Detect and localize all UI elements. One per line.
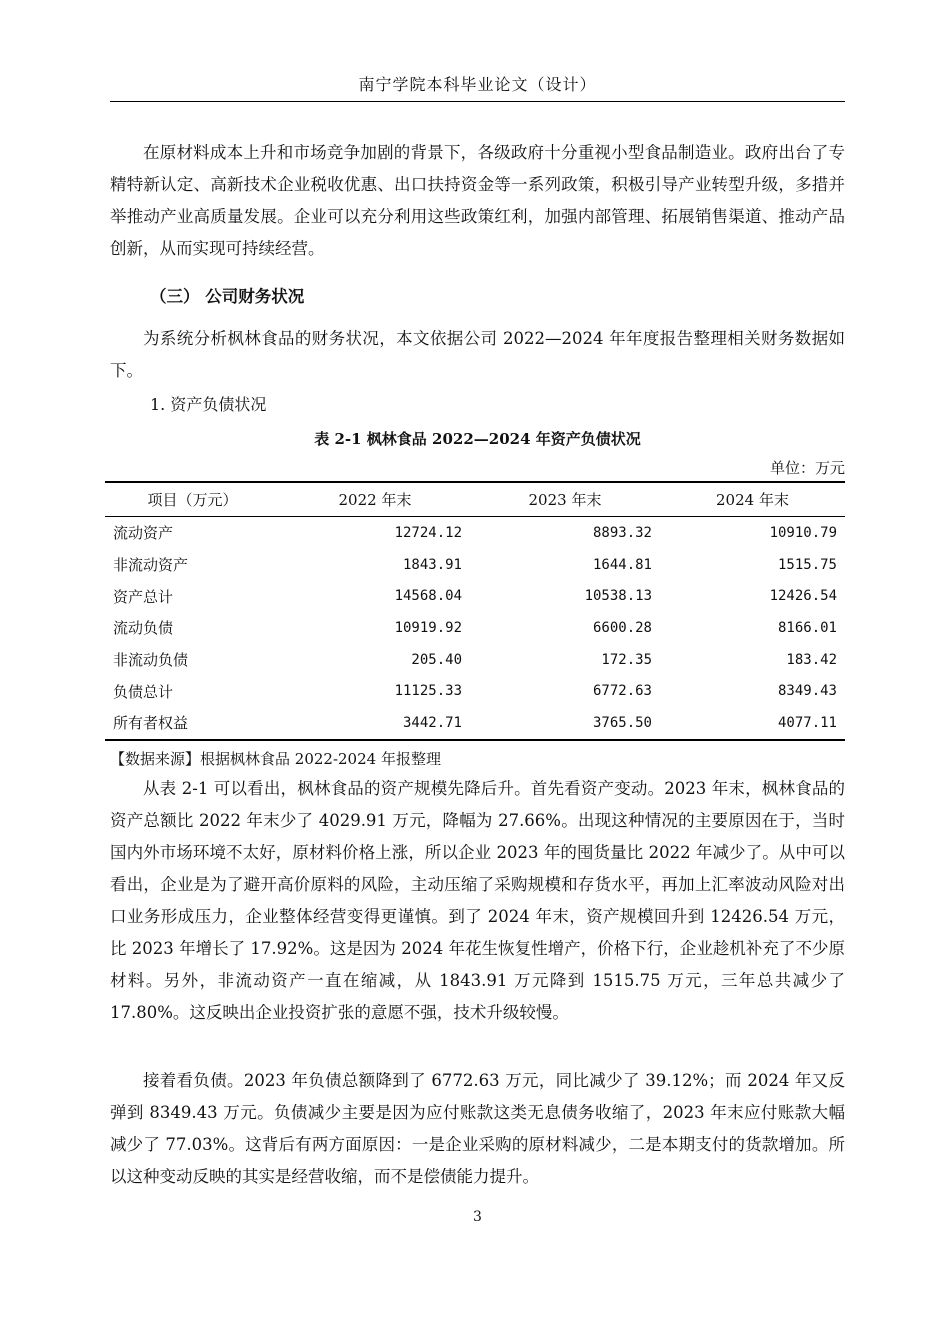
cell-2023: 8893.32 — [592, 524, 652, 541]
header-rule — [110, 101, 845, 102]
paragraph-policy: 在原材料成本上升和市场竞争加剧的背景下，各级政府十分重视小型食品制造业。政府出台了专精特新认定、高新技术企业税收优惠、出口扶持资金等一系列政策，积极引导产业转型升级，多措并举推动产业高质量发展。企业可以充分利用这些政策红利，加强内部管理、拓展销售渠道、推动产品创新，从而实现可持续经营。 — [110, 143, 845, 258]
table-row — [105, 580, 845, 612]
row-label: 所有者权益 — [113, 714, 189, 733]
cell-2022: 14568.04 — [394, 588, 462, 605]
cell-2023: 172.35 — [601, 651, 652, 668]
cell-2023: 6772.63 — [592, 683, 652, 700]
row-label: 负债总计 — [113, 682, 174, 701]
header-2022: 2022 年末 — [338, 491, 412, 509]
cell-2024: 183.42 — [786, 651, 837, 668]
row-label: 非流动负债 — [113, 651, 189, 670]
page-number: 3 — [473, 1209, 482, 1225]
cell-2023: 10538.13 — [584, 588, 652, 605]
table-header-row — [105, 482, 845, 517]
table-source-note: 【数据来源】根据枫林食品 2022-2024 年报整理 — [110, 750, 441, 768]
row-label: 资产总计 — [113, 587, 174, 606]
table-row — [105, 675, 845, 707]
cell-2022: 11125.33 — [394, 683, 462, 700]
page-header: 南宁学院本科毕业论文（设计） — [358, 75, 597, 94]
paragraph-asset-analysis: 从表 2-1 可以看出，枫林食品的资产规模先降后升。首先看资产变动。2023 年末，枫林食品的资产总额比 2022 年末少了 4029.91 万元，降幅为 27.66%。出现这种情况的主要原因在于，当时国内外市场环境不太好，原材料价格上涨，所以企业 2023 年的囤货量比 2022 年减少了。从中可以看出，企业是为了避开高价原料的风险，主动压缩了采购规模和存货水平，再加上汇率波动风险对出口业务形成压力，企业整体经营变得更谨慎。到了 2024 年末，资产规模回升到 12426.54 万元，比 2023 年增长了 17.92%。这是因为 2024 年花生恢复性增产，价格下行，企业趁机补充了不少原材料。另外，非流动资产一直在缩减，从 1843.91 万元降到 1515.75 万元，三年总共减少了 17.80%。这反映出企业投资扩张的意愿不强，技术升级较慢。 — [110, 779, 845, 1022]
header-item: 项目（万元） — [147, 491, 238, 509]
cell-2024: 1515.75 — [777, 556, 837, 573]
row-label: 流动负债 — [113, 619, 174, 638]
table-unit: 单位：万元 — [769, 459, 845, 477]
balance-sheet-table — [105, 481, 845, 741]
table-row — [105, 707, 845, 740]
cell-2024: 8349.43 — [777, 683, 837, 700]
row-label: 非流动资产 — [113, 556, 189, 575]
paragraph-liability-analysis: 接着看负债。2023 年负债总额降到了 6772.63 万元，同比减少了 39.12%；而 2024 年又反弹到 8349.43 万元。负债减少主要是因为应付账款这类无息债务收缩了，2023 年末应付账款大幅减少了 77.03%。这背后有两方面原因：一是企业采购的原材料减少，二是本期支付的货款增加。所以这种变动反映的其实是经营收缩，而不是偿债能力提升。 — [110, 1071, 845, 1186]
cell-2022: 205.40 — [411, 651, 462, 668]
paragraph-intro: 为系统分析枫林食品的财务状况，本文依据公司 2022—2024 年年度报告整理相关财务数据如下。 — [110, 329, 845, 380]
section-heading: （三） 公司财务状况 — [150, 287, 305, 306]
cell-2023: 1644.81 — [592, 556, 652, 573]
cell-2023: 3765.50 — [592, 714, 652, 731]
subsection-heading: 1. 资产负债状况 — [150, 395, 267, 414]
cell-2024: 10910.79 — [769, 524, 837, 541]
cell-2022: 12724.12 — [394, 524, 462, 541]
cell-2024: 4077.11 — [777, 714, 837, 731]
cell-2022: 3442.71 — [402, 714, 462, 731]
cell-2024: 8166.01 — [777, 619, 837, 636]
table-caption: 表 2-1 枫林食品 2022—2024 年资产负债状况 — [314, 430, 641, 448]
row-label: 流动资产 — [113, 524, 174, 543]
cell-2024: 12426.54 — [769, 588, 837, 605]
cell-2022: 1843.91 — [402, 556, 462, 573]
cell-2022: 10919.92 — [394, 619, 462, 636]
table-row — [105, 612, 845, 644]
table-row — [105, 517, 845, 549]
cell-2023: 6600.28 — [592, 619, 652, 636]
header-2023: 2023 年末 — [528, 491, 602, 509]
table-row — [105, 549, 845, 581]
table-row — [105, 644, 845, 676]
header-2024: 2024 年末 — [716, 491, 789, 509]
